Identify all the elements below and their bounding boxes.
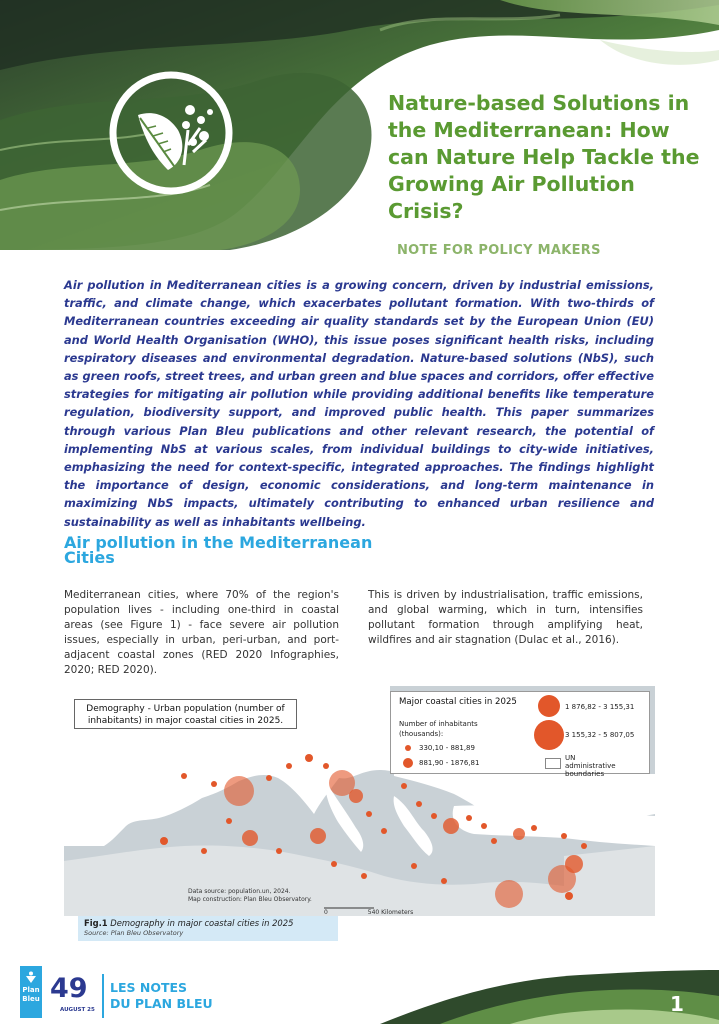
page-number: 1 [670, 992, 684, 1016]
series-name [110, 980, 213, 1012]
legend-class-2: 881,90 - 1876,81 [419, 759, 480, 767]
footer-divider [102, 974, 104, 1018]
body-column-left: Mediterranean cities, where 70% of the region's population lives - including one-third in coastal areas (see Figure 1) - face severe air pollution issues, especially in urban, peri-urban, and port-adjacent coastal zones (RED 2020 Infographies, 2020; RED 2020). [64, 589, 339, 676]
map-scalebar [324, 909, 413, 916]
legend-dot-small [405, 745, 411, 751]
nature-leaf-coral-logo-icon [108, 70, 234, 196]
legend-boundary-swatch [545, 758, 561, 769]
page-subtitle: NOTE FOR POLICY MAKERS [397, 243, 601, 258]
footer-background [380, 970, 719, 1024]
map-legend [390, 691, 650, 778]
body-column-right: This is driven by industrialisation, traffic emissions, and global warming, which in turn, intensifies pollutant formation through amplifying heat, wildfires and air stagnation (Dulac et al., 2016). [368, 589, 643, 646]
legend-dot-medium [403, 758, 413, 768]
section-heading: Air pollution in the Mediterranean Cities [64, 533, 373, 567]
map-source-construction: Map construction: Plan Bleu Observatory. [188, 896, 312, 903]
issue-number: 49 [50, 973, 88, 1004]
legend-dot-xlarge [534, 720, 564, 750]
plan-bleu-figure-icon [25, 971, 37, 983]
figure-label: Fig.1 [84, 918, 108, 928]
figure-caption [78, 916, 338, 941]
scale-zero: 0 [324, 909, 328, 916]
map-title-box: Demography - Urban population (number of inhabitants) in major coastal cities in 2025. [74, 699, 297, 729]
figure-caption-text: Demography in major coastal cities in 2025 [110, 918, 294, 928]
page-title: Nature-based Solutions in the Mediterranean: How can Nature Help Tackle the Growing Air Pollution Crisis? [388, 91, 700, 223]
series-line-1: LES NOTES [110, 980, 188, 995]
population-map [64, 686, 655, 916]
scale-label: 540 Kilometers [367, 909, 414, 916]
map-source [188, 888, 312, 904]
legend-class-3: 1 876,82 - 3 155,31 [565, 703, 635, 711]
issue-date: AUGUST 25 [60, 1007, 95, 1013]
figure-source: Source: Plan Bleu Observatory [84, 929, 184, 937]
plan-bleu-logo-text: Plan Bleu [22, 986, 40, 1003]
series-line-2: DU PLAN BLEU [110, 996, 213, 1011]
legend-boundaries: UN administrative boundaries [565, 754, 616, 778]
abstract-paragraph: Air pollution in Mediterranean cities is a growing concern, driven by industrial emissions, traffic, and climate change, which exacerbates pollutant formation. With two-thirds of Mediterranean countries exceeding air quality standards set by the European Union (EU) and World Health Organisation (WHO), this issue poses significant health risks, including respiratory diseases and environmental degradation. Nature-based solutions (NbS), such as green roofs, street trees, and urban green and blue spaces and corridors, offer effective strategies for mitigating air pollution while providing additional benefits like temperature regulation, biodiversity support, and improved public health. This paper summarizes through various Plan Bleu publications and other relevant research, the potential of implementing NbS at various scales, from individual buildings to city-wide initiatives, emphasizing the need for context-specific, integrated approaches. The findings highlight the importance of design, economic considerations, and long-term maintenance in maximizing NbS impacts, ultimately contributing to enhanced urban resilience and sustainability as well as inhabitants wellbeing. [64, 278, 654, 529]
legend-title: Major coastal cities in 2025 [399, 697, 517, 707]
plan-bleu-logo [20, 966, 42, 1018]
legend-dot-large [538, 695, 560, 717]
legend-subtitle: Number of inhabitants (thousands): [399, 720, 478, 738]
legend-class-1: 330,10 - 881,89 [419, 744, 475, 752]
map-source-data: Data source: population.un, 2024. [188, 888, 291, 895]
legend-class-4: 3 155,32 - 5 807,05 [565, 731, 635, 739]
